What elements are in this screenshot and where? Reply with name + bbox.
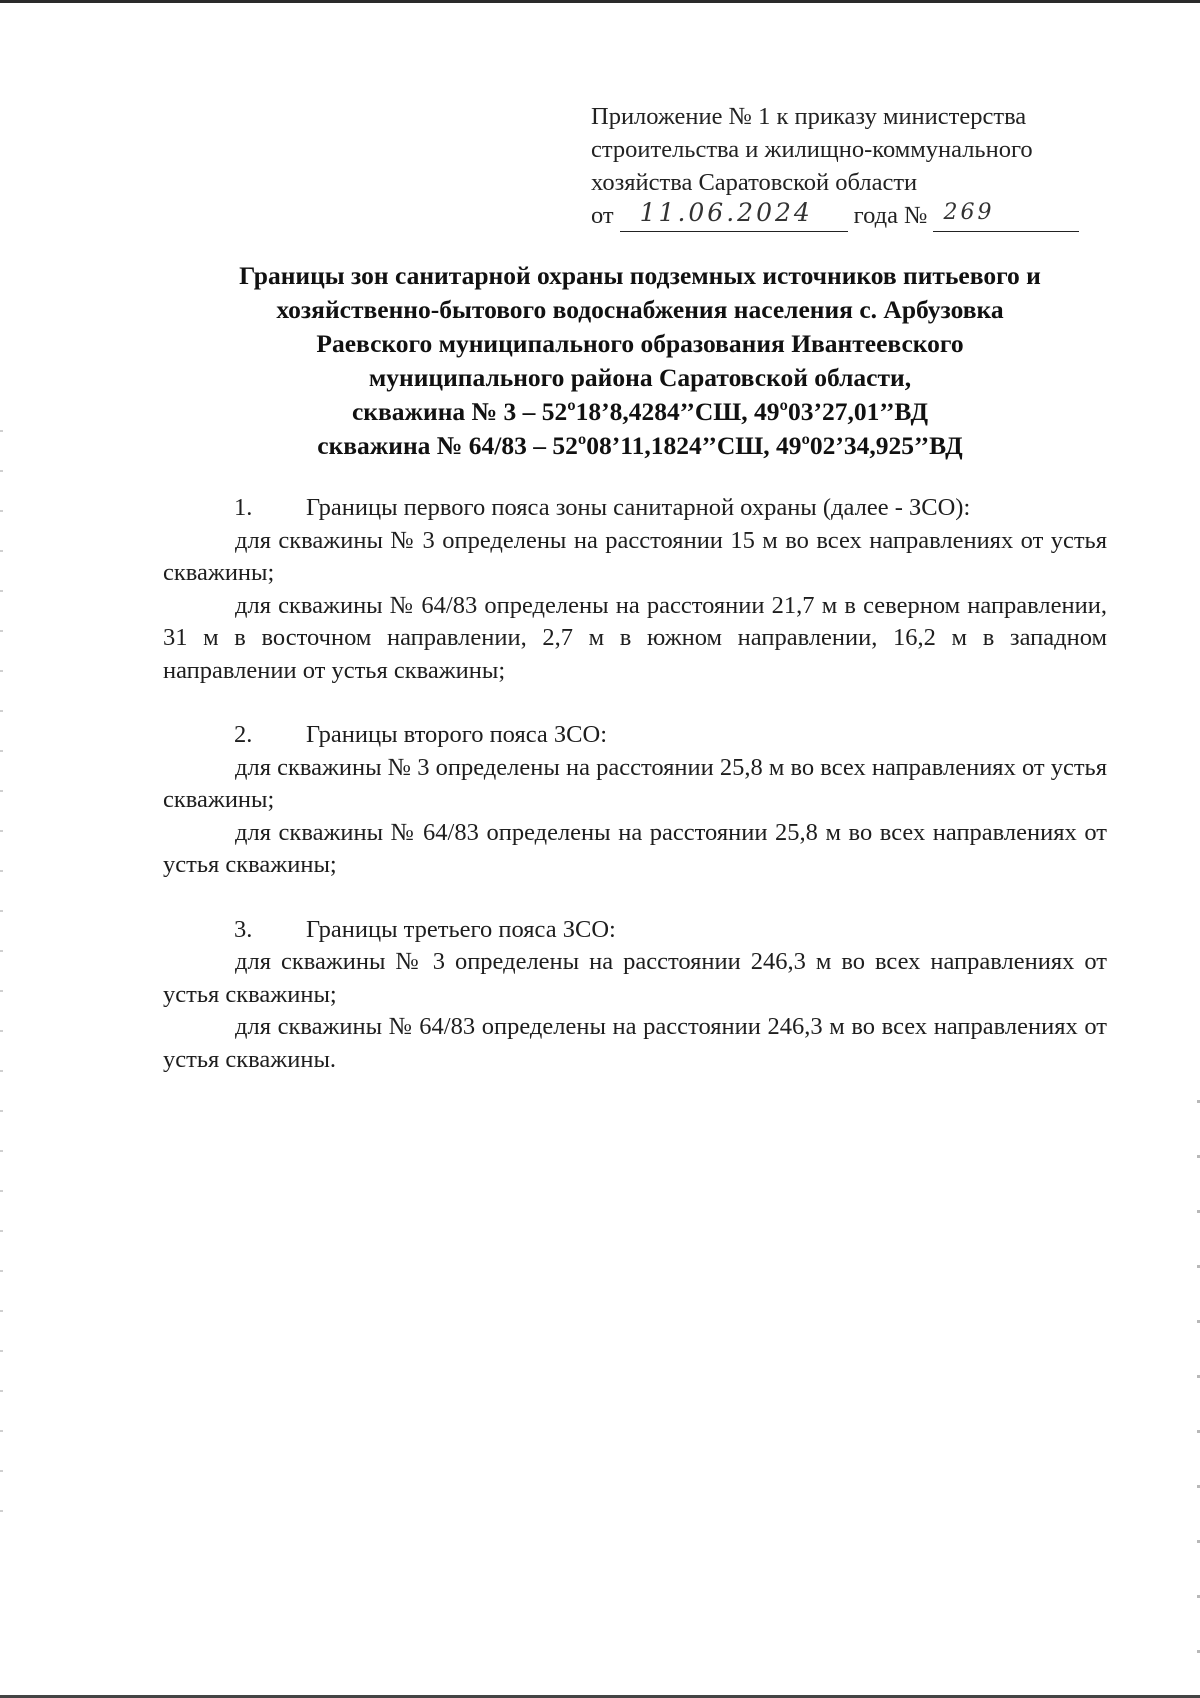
section-paragraph: для скважины № 64/83 определены на расстоянии 246,3 м во всех направлениях от устья скважины. <box>163 1013 1107 1073</box>
date-blank <box>620 198 848 232</box>
title-line-5: скважина № 3 – 52º18’8,4284’’СШ, 49º03’27,01’’ВД <box>351 397 929 426</box>
section-paragraph: для скважины № 64/83 определены на расстоянии 21,7 м в северном направлении, 31 м в восточном направлении, 2,7 м в южном направлении, 16,2 м в западном направлении от устья скважины; <box>163 591 1107 684</box>
handwritten-date: 11.06.2024 <box>639 198 813 227</box>
from-label: от <box>591 202 614 229</box>
scan-top-edge <box>0 0 1200 3</box>
title-line-1: Границы зон санитарной охраны подземных источников питьевого и <box>239 261 1041 290</box>
section-heading <box>163 914 1107 947</box>
section-third-belt <box>163 914 1107 1077</box>
section-paragraph: для скважины № 3 определены на расстоянии 15 м во всех направлениях от устья скважины; <box>163 526 1107 586</box>
title-line-6: скважина № 64/83 – 52º08’11,1824’’СШ, 49º02’34,925’’ВД <box>317 431 963 460</box>
section-heading <box>163 719 1107 752</box>
section-paragraph: для скважины № 3 определены на расстоянии 246,3 м во всех направлениях от устья скважины; <box>163 948 1107 1008</box>
section-paragraph: для скважины № 64/83 определены на расстоянии 25,8 м во всех направлениях от устья скважины; <box>163 818 1107 878</box>
title-line-3: Раевского муниципального образования Ивантеевского <box>316 329 964 358</box>
appendix-line-3: хозяйства Саратовской области <box>591 169 918 196</box>
scan-left-edge-marks <box>0 430 3 1530</box>
appendix-line-2: строительства и жилищно-коммунального <box>591 136 1033 163</box>
section-heading-text: Границы второго пояса ЗСО: <box>306 721 608 748</box>
section-number: 1. <box>234 494 253 521</box>
document-body <box>163 492 1107 1076</box>
section-second-belt <box>163 719 1107 882</box>
year-number-label: года № <box>853 202 928 229</box>
title-line-4: муниципального района Саратовской области, <box>368 363 912 392</box>
section-heading-text: Границы третьего пояса ЗСО: <box>306 915 616 943</box>
appendix-header <box>591 100 1111 232</box>
section-number: 2. <box>234 721 253 748</box>
section-first-belt <box>163 492 1107 687</box>
appendix-line-1: Приложение № 1 к приказу министерства <box>591 103 1027 130</box>
section-paragraph: для скважины № 3 определены на расстоянии 25,8 м во всех направлениях от устья скважины; <box>163 753 1107 813</box>
appendix-date-number-line <box>591 199 1111 232</box>
section-number: 3. <box>234 915 253 943</box>
number-blank <box>933 201 1079 232</box>
document-title <box>150 259 1130 463</box>
handwritten-number: 269 <box>943 200 995 225</box>
section-heading <box>163 492 1107 525</box>
section-heading-text: Границы первого пояса зоны санитарной охраны (далее - ЗСО): <box>306 494 971 521</box>
title-line-2: хозяйственно-бытового водоснабжения населения с. Арбузовка <box>276 295 1004 324</box>
